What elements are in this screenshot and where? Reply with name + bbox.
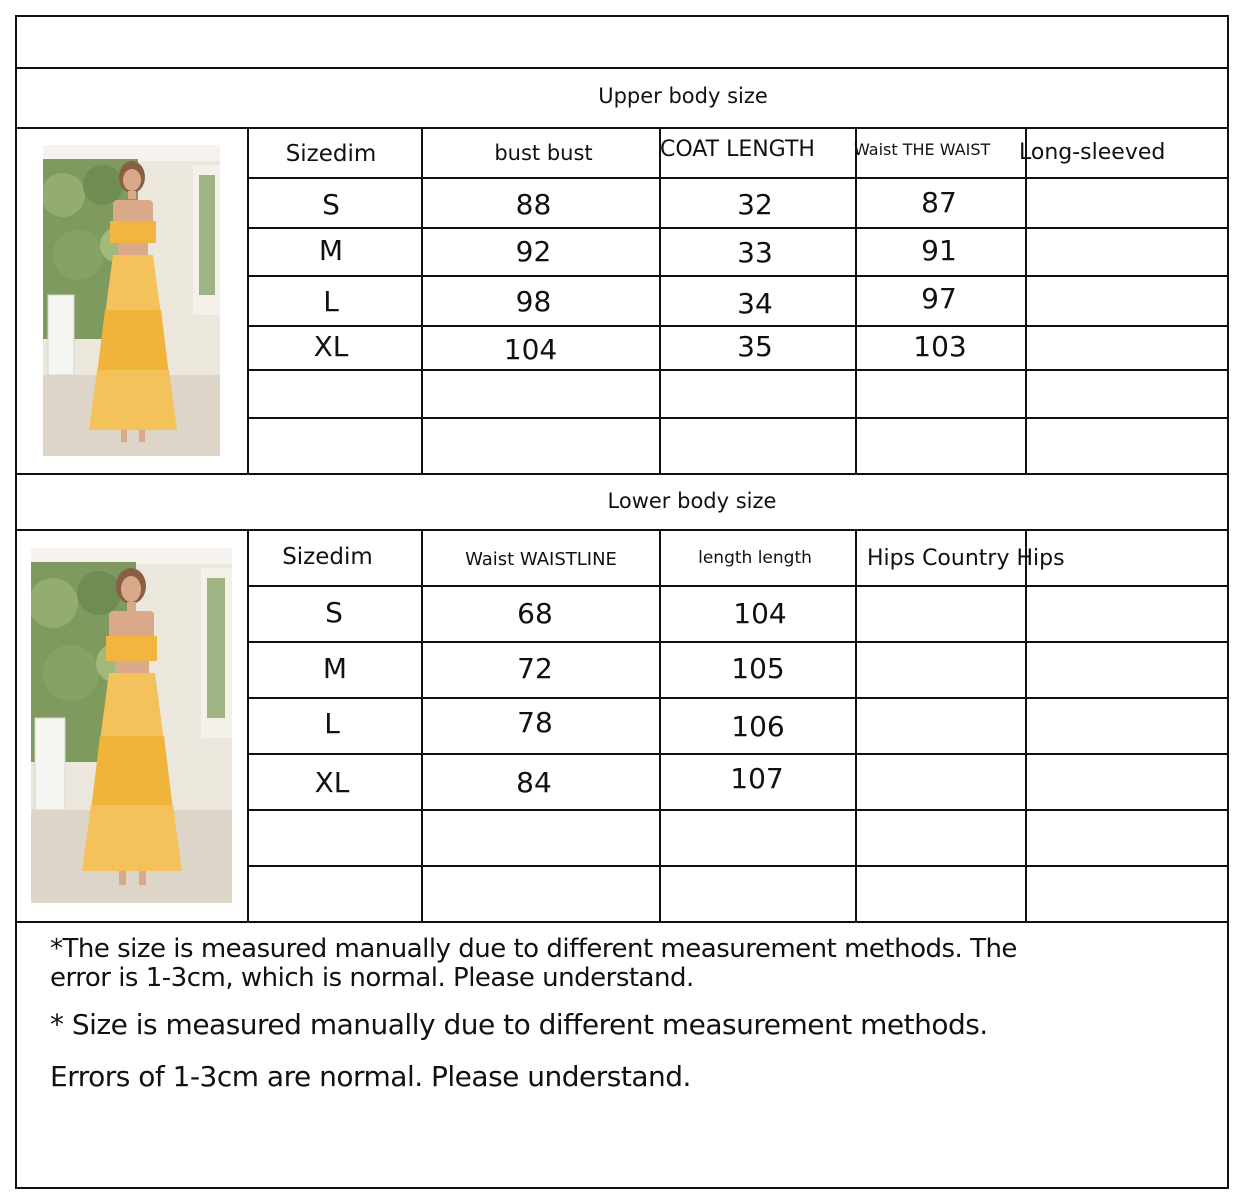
upper-product-photo <box>43 145 220 456</box>
upper-size-cell: XL <box>313 330 349 363</box>
upper-size-cell: L <box>323 285 339 318</box>
upper-header-waist: Waist THE WAIST <box>854 140 991 159</box>
upper-waist-cell: 103 <box>913 330 967 363</box>
divider <box>16 529 1229 531</box>
upper-header-bust: bust bust <box>494 141 593 165</box>
divider <box>16 473 1229 475</box>
divider <box>16 67 1229 69</box>
lower-length-cell: 105 <box>731 652 785 685</box>
lower-header-hips: Hips Country Hips <box>867 546 1065 571</box>
lower-length-cell: 107 <box>730 762 784 795</box>
lower-header-length: length length <box>698 548 812 568</box>
divider <box>248 369 1229 371</box>
upper-waist-cell: 87 <box>921 186 957 219</box>
table-border-top <box>16 15 1229 17</box>
lower-header-size: Sizedim <box>282 544 373 570</box>
note-line: error is 1-3cm, which is normal. Please understand. <box>50 963 694 993</box>
divider <box>248 585 1229 587</box>
upper-header-coat-length: COAT LENGTH <box>660 137 815 162</box>
table-border-left <box>15 15 17 1189</box>
upper-length-cell: 32 <box>737 188 773 221</box>
note-line: *The size is measured manually due to different measurement methods. The <box>50 934 1017 964</box>
note-line: * Size is measured manually due to different measurement methods. <box>50 1008 988 1041</box>
upper-size-cell: S <box>322 188 340 221</box>
divider <box>248 697 1229 699</box>
lower-header-waist: Waist WAISTLINE <box>465 549 617 570</box>
upper-size-cell: M <box>318 234 344 267</box>
upper-length-cell: 34 <box>737 287 773 320</box>
divider <box>248 753 1229 755</box>
upper-length-cell: 35 <box>737 330 773 363</box>
divider <box>248 177 1229 179</box>
divider <box>248 865 1229 867</box>
divider <box>248 417 1229 419</box>
upper-bust-cell: 88 <box>515 188 552 221</box>
divider <box>248 641 1229 643</box>
lower-size-cell: XL <box>314 766 350 799</box>
divider <box>855 529 857 923</box>
lower-length-cell: 104 <box>733 597 787 630</box>
lower-waist-cell: 78 <box>517 706 553 739</box>
divider <box>248 275 1229 277</box>
upper-waist-cell: 97 <box>921 282 957 315</box>
divider <box>248 227 1229 229</box>
lower-waist-cell: 68 <box>517 597 553 630</box>
lower-length-cell: 106 <box>731 710 785 743</box>
upper-header-long-sleeved: Long-sleeved <box>1019 140 1166 165</box>
lower-size-cell: S <box>325 596 343 629</box>
upper-waist-cell: 91 <box>921 234 957 267</box>
table-border-right <box>1227 15 1229 1189</box>
upper-section-title: Upper body size <box>598 84 768 108</box>
upper-bust-cell: 104 <box>503 333 558 366</box>
upper-bust-cell: 98 <box>515 285 552 318</box>
divider <box>248 325 1229 327</box>
divider <box>1025 529 1027 923</box>
lower-waist-cell: 84 <box>516 766 552 799</box>
note-line: Errors of 1-3cm are normal. Please understand. <box>50 1060 691 1093</box>
divider <box>248 809 1229 811</box>
lower-size-cell: M <box>322 652 348 685</box>
lower-section-title: Lower body size <box>607 489 777 513</box>
lower-product-photo <box>31 548 232 903</box>
divider <box>16 921 1229 923</box>
divider <box>1025 127 1027 475</box>
table-border-bottom <box>16 1187 1229 1189</box>
upper-bust-cell: 92 <box>515 235 552 268</box>
upper-length-cell: 33 <box>737 236 773 269</box>
lower-waist-cell: 72 <box>517 652 553 685</box>
lower-size-cell: L <box>324 707 340 740</box>
divider <box>16 127 1229 129</box>
upper-header-size: Sizedim <box>285 141 377 167</box>
